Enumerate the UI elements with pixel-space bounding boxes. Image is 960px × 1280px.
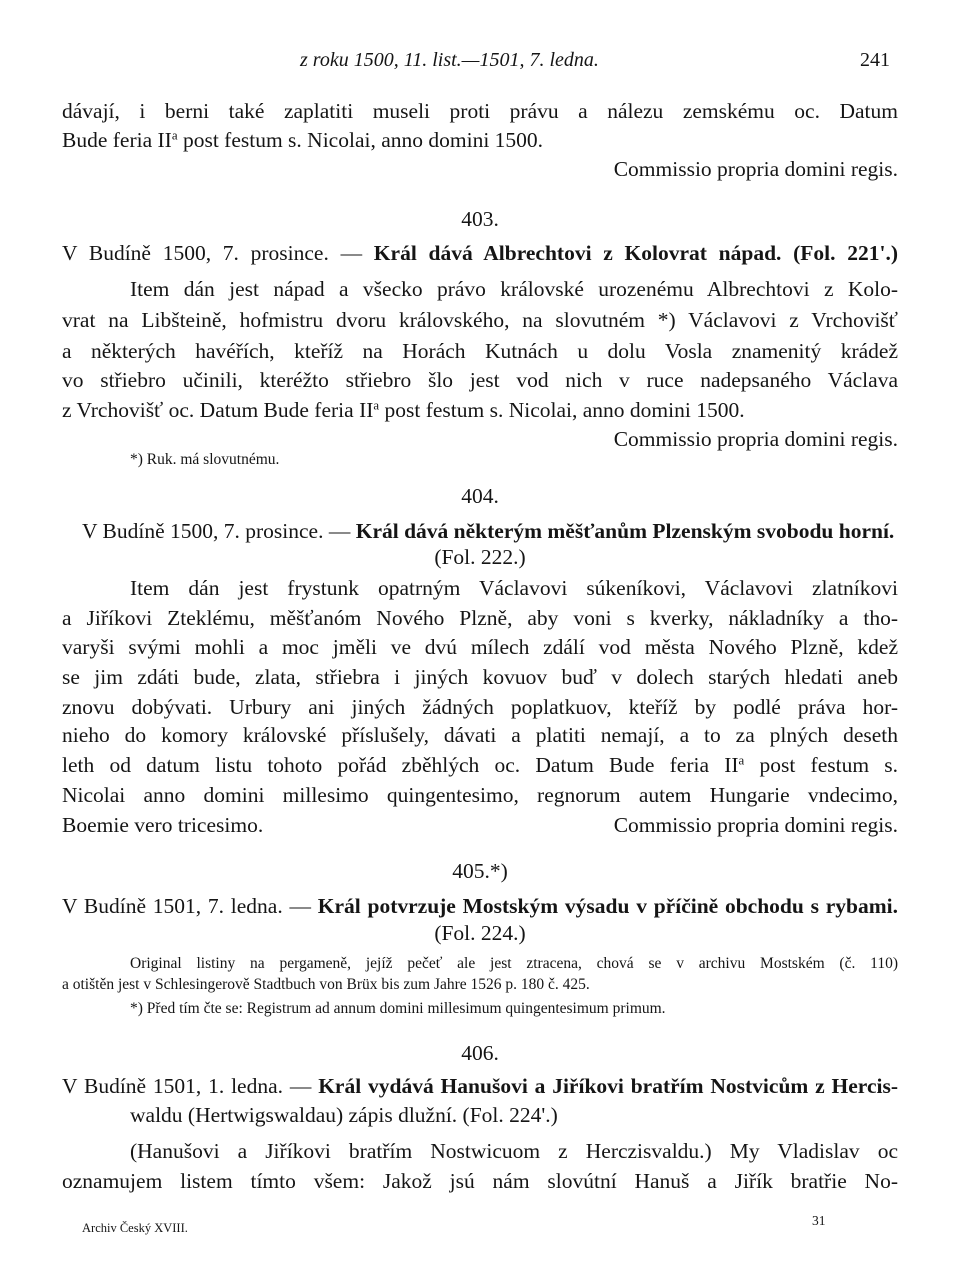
text-line: Item dán jest frystunk opatrným Václavovi súkeníkovi, Václavovi zlatníkovi: [130, 576, 898, 600]
text-line: Boemie vero tricesimo.: [62, 813, 264, 837]
text-line: oznamujem listem tímto všem: Jakož jsú nám slovútní Hanuš a Jiřík bratřie No-: [62, 1169, 898, 1193]
text-line: leth od datum listu tohoto pořád zběhlých oc. Datum Bude feria $II^a$ post festum s.: [62, 753, 898, 777]
text-line: znovu dobývati. Urbury ani jiných žádných poplatkuov, kteříž by podlé práva hor-: [62, 695, 898, 719]
editorial-note: Original listiny na pergameně, jejíž pečeť ale jest ztracena, chová se v archivu Mostském (č. 110): [130, 955, 898, 972]
document-number: 405.*): [452, 859, 508, 883]
text-line: Nicolai anno domini millesimo quingentesimo, regnorum autem Hungarie vndecimo,: [62, 783, 898, 807]
document-heading: waldu (Hertwigswaldau) zápis dlužní. (Fol. 224'.): [130, 1103, 558, 1127]
signature-mark: Archiv Český XVIII.: [82, 1221, 188, 1235]
text-line: nieho do komory královské příslušely, dávati a platiti nemají, a to za plných deseth: [62, 723, 898, 747]
document-heading: V Budíně 1500, 7. prosince. — Král dává Albrechtovi z Kolovrat nápad. (Fol. 221'.): [62, 241, 898, 265]
document-number: 406.: [461, 1041, 499, 1065]
footnote: *) Před tím čte se: Registrum ad annum domini millesimum quingentesimum primum.: [130, 1000, 666, 1017]
page-number: 241: [860, 49, 890, 71]
text-line: Bude feria $II^a$ post festum s. Nicolai, anno domini 1500.: [62, 128, 544, 152]
text-line: a Jiříkovi Zteklému, měšťanóm Nového Plzně, aby voni s kverky, nákladníky a tho-: [62, 606, 898, 630]
text-line: dávají, i berni také zaplatiti museli proti právu a nálezu zemskému oc. Datum: [62, 99, 898, 123]
text-line: vo střiebro učinili, kteréžto střiebro šlo jest vod nich v ruce nadepsaného Václava: [62, 368, 898, 392]
commissio-line: Commissio propria domini regis.: [613, 157, 898, 181]
sheet-number: 31: [812, 1213, 826, 1228]
text-line: z Vrchovišť oc. Datum Bude feria $II^a$ post festum s. Nicolai, anno domini 1500.: [62, 398, 745, 422]
folio-reference: (Fol. 224.): [434, 921, 526, 945]
document-heading: V Budíně 1500, 7. prosince. — Král dává některým měšťanům Plzenským svobodu horní.: [82, 519, 895, 543]
text-line: vrat na Libšteině, hofmistru dvoru královského, na slovutném *) Václavovi z Vrchovišť: [62, 308, 898, 332]
text-line: Item dán jest nápad a všecko právo královské urozenému Albrechtovi z Kolo-: [130, 277, 898, 301]
text-line: a některých havéřích, kteříž na Horách Kutnách u dolu Vosla znamenitý krádež: [62, 339, 898, 363]
commissio-line: Commissio propria domini regis.: [613, 427, 898, 451]
editorial-note: a otištěn jest v Schlesingerově Stadtbuch von Brüx bis zum Jahre 1526 p. 180 č. 425.: [62, 976, 590, 993]
text-line: se jim zdáti bude, zlata, střiebra i jiných kovuov buď v dolech starých hledati aneb: [62, 665, 898, 689]
footnote: *) Ruk. má slovutnému.: [130, 451, 280, 468]
commissio-line: Commissio propria domini regis.: [613, 813, 898, 837]
folio-reference: (Fol. 222.): [434, 545, 526, 569]
text-line: (Hanušovi a Jiříkovi bratřím Nostwicuom z Herczisvaldu.) My Vladislav oc: [130, 1139, 898, 1163]
document-number: 404.: [461, 484, 499, 508]
document-heading: V Budíně 1501, 7. ledna. — Král potvrzuje Mostským výsadu v příčině obchodu s rybami.: [62, 894, 898, 918]
running-title: z roku 1500, 11. list.—1501, 7. ledna.: [300, 49, 599, 71]
document-number: 403.: [461, 207, 499, 231]
document-heading: V Budíně 1501, 1. ledna. — Král vydává Hanušovi a Jiříkovi bratřím Nostvicům z Hercis-: [62, 1074, 898, 1098]
text-line: varyši svými mohli a moc jměli ve dvú mílech zdálí vod města Nového Plzně, kdež: [62, 635, 898, 659]
